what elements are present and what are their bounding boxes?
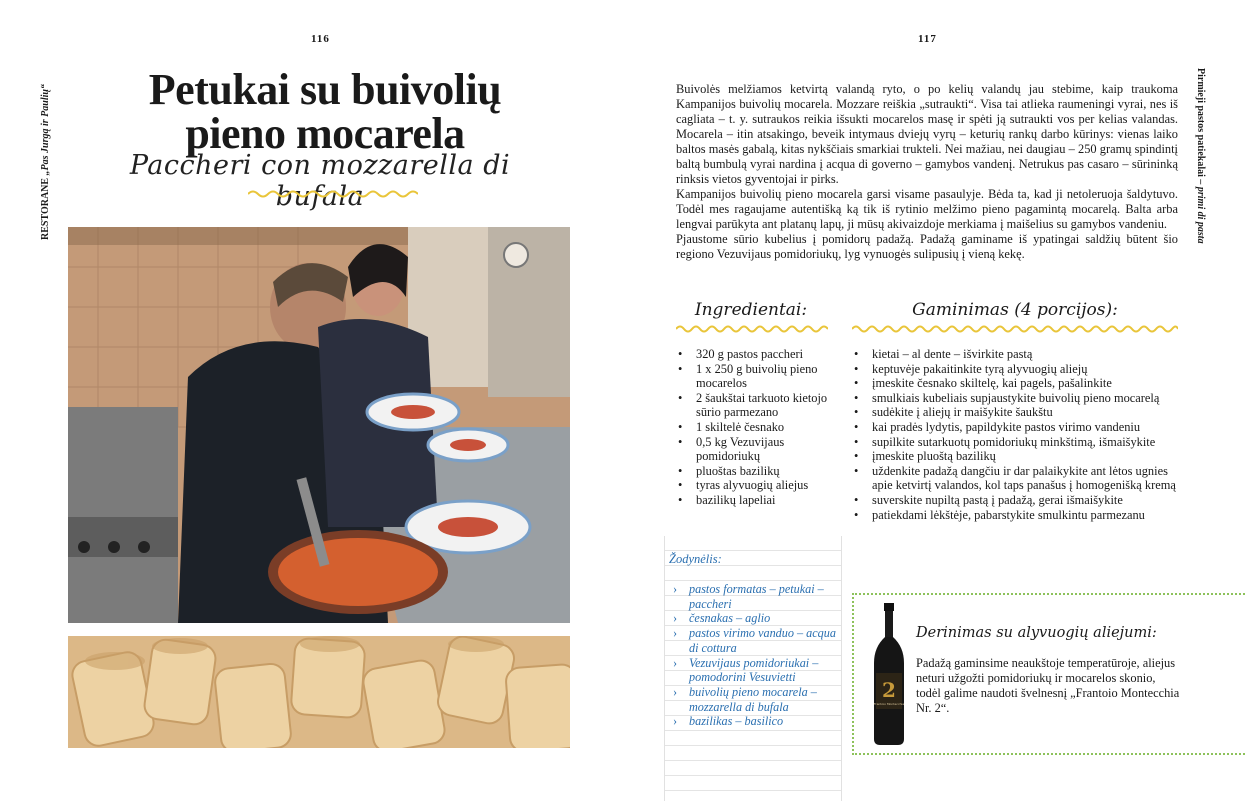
list-item: • pluoštas bazilikų (676, 464, 838, 479)
glossary-item: › česnakas – aglio (665, 611, 837, 626)
method-heading: Gaminimas (4 porcijos): (912, 300, 1118, 320)
list-item: • keptuvėje pakaitinkite tyrą alyvuogių aliejų (852, 362, 1182, 377)
list-item: • uždenkite padažą dangčiu ir dar palaikykite ant lėtos ugnies apie ketvirtį valandos, kol taps panašus į homogenišką kremą (852, 464, 1182, 493)
title-wave-divider (248, 189, 418, 199)
intro-paragraph: Buivolės melžiamos ketvirtą valandą ryto, o po kelių valandų jau stebime, kaip traukoma Kampanijos buivolių mocarela. Mozzare reiškia „sutraukti“. Visa tai atlieka raumeningi vyrai, nes iš cagliata – t. y. sutraukos reikia išsukti mocarelos masę ir spėti ją sutraukti vos per kelias valandas. Mocarela – itin atsakingo, beveik intymaus dviejų vyrų – keturių rankų darbo kūrinys: vienas laiko baltos masės gabalą, kitas nykščiais smarkiai trukteli. Nei mažiau, nei daugiau – 250 gramų spindintį baltą bumbulą vyrai nardina į acqua di governo – gamybos vandenį. Netrukus pas casaro – sūrininką rinksis vietos gyventojai ir pirks. (676, 82, 1178, 186)
left-side-label-italic: „Pas Jurgą ir Paulių“ (40, 84, 51, 176)
list-item: • 1 x 250 g buivolių pieno mocarelos (676, 362, 838, 391)
glossary-item: › Vezuvijaus pomidoriukai – pomodorini Vesuvietti (665, 656, 837, 685)
ingredients-heading: Ingredientai: (694, 300, 808, 320)
list-item: • suverskite nupiltą pastą į padažą, gerai išmaišykite (852, 493, 1182, 508)
intro-paragraph: Kampanijos buivolių pieno mocarela garsi visame pasaulyje. Bėda ta, kad ji netoleruoja šaldytuvo. Todėl mes ragaujame autentišką ką tik iš rytinio melžimo pieno pagamintą mocarelą. Balta arba lengvai parūkyta ant platanų lapų, ji mūsų akivaizdoje merkiama į maišelius su gamybos vandeniu. (676, 187, 1178, 231)
glossary-item: › buivolių pieno mocarela – mozzarella di bufala (665, 685, 837, 714)
glossary-title: Žodynėlis: (669, 552, 722, 566)
list-item: • tyras alyvuogių aliejus (676, 478, 838, 493)
olive-oil-bottle-icon (872, 603, 906, 745)
pairing-box (852, 593, 1246, 755)
list-item: • patiekdami lėkštėje, pabarstykite smulkintu parmezanu (852, 508, 1182, 523)
recipe-title-line2: pieno mocarela (185, 109, 465, 158)
list-item: • kietai – al dente – išvirkite pastą (852, 347, 1182, 362)
list-item: • kai pradės lydytis, papildykite pastos virimo vandeniu (852, 420, 1182, 435)
bottle-label-text: Frantoio Montecchia (873, 702, 905, 706)
list-item: • supilkite sutarkuotų pomidoriukų minkštimą, išmaišykite (852, 435, 1182, 450)
ingredients-list (676, 347, 838, 508)
glossary-item: › pastos virimo vanduo – acqua di cottura (665, 626, 837, 655)
right-side-label (1195, 68, 1206, 244)
list-item: • įmeskite česnako skiltelę, kai pagels, pašalinkite (852, 376, 1182, 391)
glossary-item: › pastos formatas – petukai – paccheri (665, 582, 837, 611)
pasta-illustration (68, 636, 570, 748)
right-side-label-bold: Pirmieji pastos patiekalai (1195, 68, 1206, 177)
glossary-box (664, 536, 842, 801)
recipe-title (80, 65, 570, 158)
list-item: • įmeskite pluoštą bazilikų (852, 449, 1182, 464)
list-item: • smulkiais kubeliais supjaustykite buivolių pieno mocarelą (852, 391, 1182, 406)
left-side-label-bold: RESTORANE (40, 177, 51, 240)
photo-illustration (68, 227, 570, 623)
list-item: • bazilikų lapeliai (676, 493, 838, 508)
list-item: • 320 g pastos paccheri (676, 347, 838, 362)
glossary-item: › bazilikas – basilico (665, 714, 837, 729)
left-page-number: 116 (311, 33, 330, 45)
list-item: • 1 skiltelė česnako (676, 420, 838, 435)
ingredients-wave-divider (676, 324, 828, 334)
left-side-label (40, 84, 51, 240)
recipe-title-line1: Petukai su buivolių (148, 65, 502, 114)
glossary-list (665, 582, 837, 729)
list-item: • 0,5 kg Vezuvijaus pomidoriukų (676, 435, 838, 464)
list-item: • sudėkite į aliejų ir maišykite šaukštu (852, 405, 1182, 420)
right-page-number: 117 (918, 33, 937, 45)
method-wave-divider (852, 324, 1178, 334)
intro-paragraph: Pjaustome sūrio kubelius į pomidorų padažą. Padažą gaminame iš ypatingai saldžių būtent šio regiono Vezuvijaus pomidoriukų, lyg vynuogės sulipusių į vieną kekę. (676, 232, 1178, 261)
list-item: • 2 šaukštai tarkuoto kietojo sūrio parmezano (676, 391, 838, 420)
chef-and-woman-cooking-photo (68, 227, 570, 623)
intro-text (676, 82, 1178, 262)
recipe-subtitle: Paccheri con mozzarella di bufala (129, 150, 511, 212)
right-side-label-italic: – primi di pasta (1195, 179, 1206, 244)
pairing-text: Padažą gaminsime neaukštoje temperatūroje, aliejus neturi užgožti pomidoriukų ir mocarelos skonio, todėl galime naudoti švelnesnį „Frantoio Montecchia Nr. 2“. (916, 656, 1180, 715)
bottle-label-number: 2 (882, 678, 896, 702)
paccheri-pasta-photo (68, 636, 570, 748)
pairing-heading: Derinimas su alyvuogių aliejumi: (916, 625, 1157, 641)
method-list (852, 347, 1182, 522)
